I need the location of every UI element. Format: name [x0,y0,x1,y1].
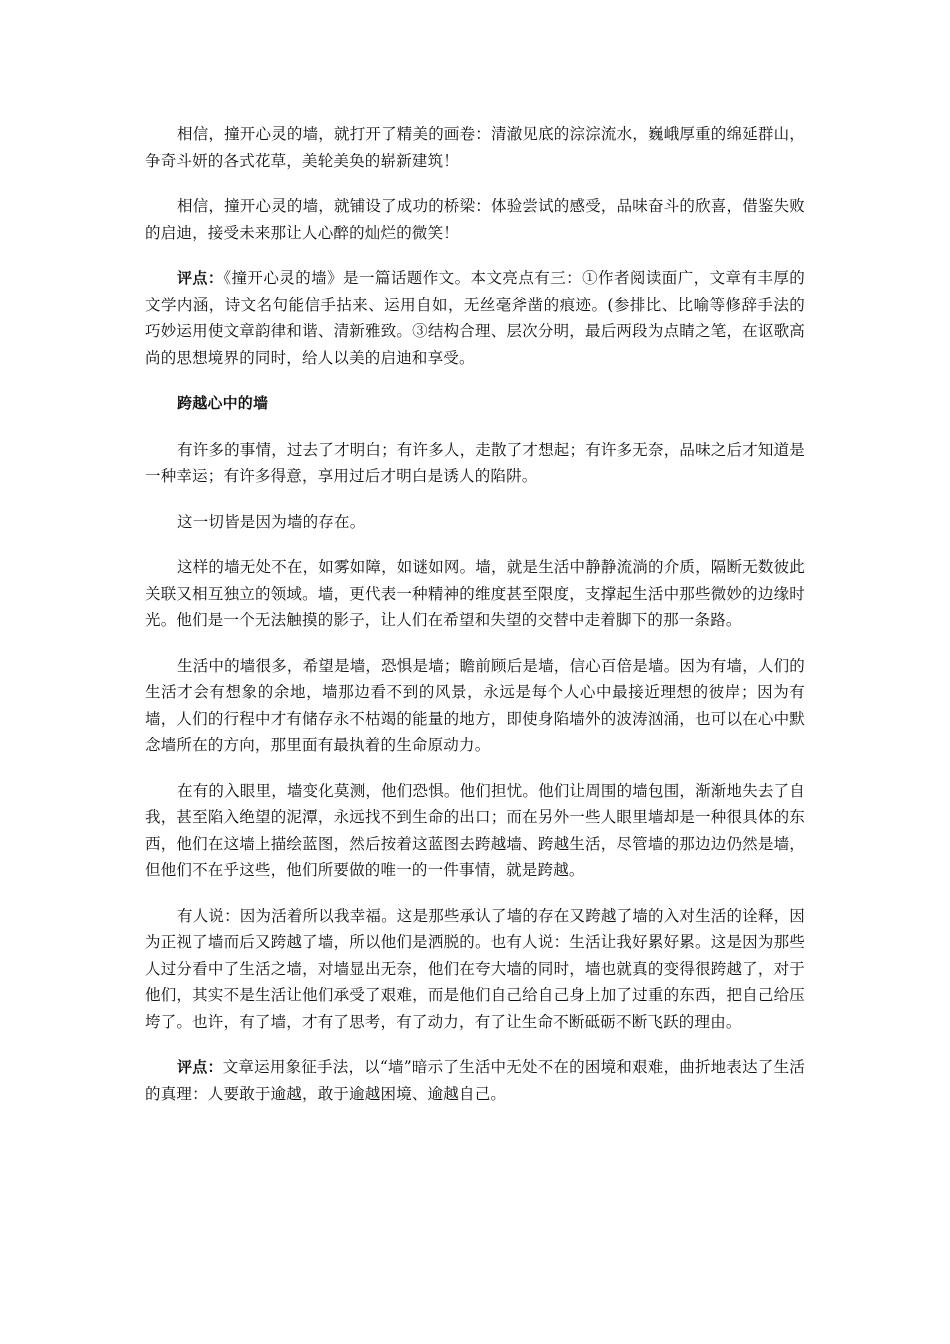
paragraph: 这样的墙无处不在，如雾如障，如谜如网。墙，就是生活中静静流淌的介质，隔断无数彼此关联又相互独立的领域。墙，更代表一种精神的维度甚至限度，支撑起生活中那些微妙的边缘时光。他们是一个无法触摸的影子，让人们在希望和失望的交替中走着脚下的那一条路。 [145,558,806,629]
review-text: 《撞开心灵的墙》是一篇话题作文。本文亮点有三：①作者阅读面广，文章有丰厚的文学内涵，诗文名句能信手拈来、运用自如，无丝毫斧凿的痕迹。(参排比、比喻等修辞手法的巧妙运用使文章韵律和谐、清新雅致。③结构合理、层次分明，最后两段为点睛之笔，在讴歌高尚的思想境界的同时，给人以美的启迪和享受。 [145,269,805,367]
document-body [145,121,805,1126]
review-paragraph [145,265,805,371]
review-label: 评点： [177,269,224,287]
paragraph: 相信，撞开心灵的墙，就打开了精美的画卷：清澈见底的淙淙流水，巍峨厚重的绵延群山，争奇斗妍的各式花草，美轮美奂的崭新建筑！ [145,125,806,170]
paragraph: 这一切皆是因为墙的存在。 [177,512,366,531]
article-title: 跨越心中的墙 [177,394,269,412]
paragraph: 生活中的墙很多，希望是墙，恐惧是墙；瞻前顾后是墙，信心百倍是墙。因为有墙，人们的生活才会有想象的余地，墙那边看不到的风景，永远是每个人心中最接近理想的彼岸；因为有墙，人们的行程中才有储存永不枯竭的能量的地方，即使身陷墙外的波涛汹涌，也可以在心中默念墙所在的方向，那里面有最执着的生命原动力。 [145,656,806,754]
review-text: 文章运用象征手法，以“墙”暗示了生活中无处不在的困境和艰难，曲折地表达了生活的真理：人要敢于逾越，敢于逾越困境、逾越自己。 [145,1058,805,1103]
review-label: 评点： [177,1058,223,1076]
review-paragraph [145,1054,805,1107]
paragraph: 在有的入眼里，墙变化莫测，他们恐惧。他们担忧。他们让周围的墙包围，渐渐地失去了自我，甚至陷入绝望的泥潭，永远找不到生命的出口；而在另外一些人眼里墙却是一种很具体的东西，他们在这墙上描绘蓝图，然后按着这蓝图去跨越墙、跨越生活，尽管墙的那边边仍然是墙，但他们不在乎这些，他们所要做的唯一的一件事情，就是跨越。 [145,781,806,879]
paragraph: 有许多的事情，过去了才明白；有许多人，走散了才想起；有许多无奈，品味之后才知道是一种幸运；有许多得意，享用过后才明白是诱人的陷阱。 [145,440,806,485]
paragraph: 有人说：因为活着所以我幸福。这是那些承认了墙的存在又跨越了墙的入对生活的诠释，因为正视了墙而后又跨越了墙，所以他们是洒脱的。也有人说：生活让我好累好累。这是因为那些人过分看中了生活之墙，对墙显出无奈，他们在夸大墙的同时，墙也就真的变得很跨越了，对于他们，其实不是生活让他们承受了艰难，而是他们自己给自己身上加了过重的东西，把自己给压垮了。也许，有了墙，才有了思考，有了动力，有了让生命不断砥砺不断飞跃的理由。 [145,906,806,1031]
paragraph: 相信，撞开心灵的墙，就铺设了成功的桥梁：体验尝试的感受，品味奋斗的欣喜，借鉴失败的启迪，接受未来那让人心醉的灿烂的微笑！ [145,197,806,242]
